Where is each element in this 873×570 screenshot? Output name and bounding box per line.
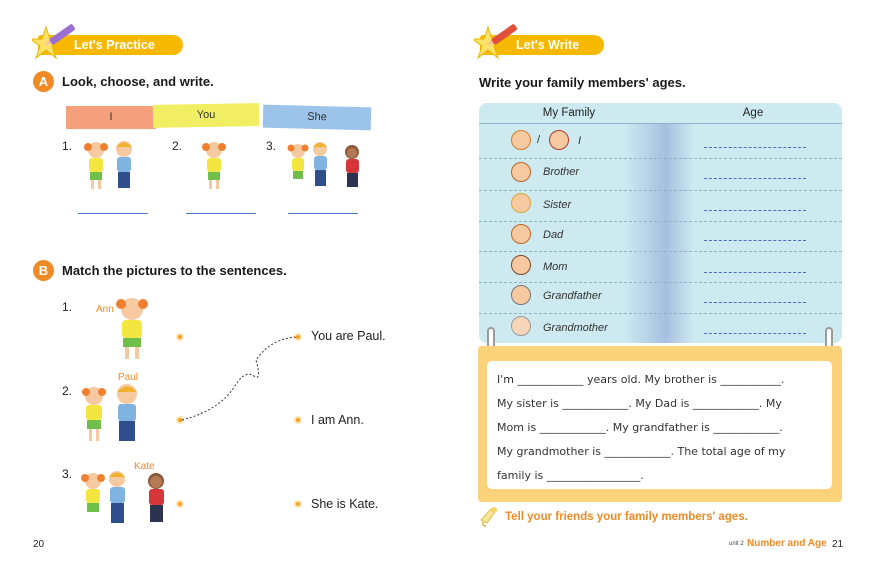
item-number: 3.: [266, 139, 277, 153]
writing-note: [478, 346, 842, 502]
banner-title: Let's Practice: [74, 38, 155, 52]
footer-title: Number and Age: [747, 538, 827, 549]
item-number: 2.: [62, 384, 73, 398]
writing-area[interactable]: [487, 361, 832, 489]
paragraph-line: My sister is ____________. My Dad is ____________. My: [497, 397, 782, 410]
answer-blank[interactable]: [186, 213, 256, 214]
age-blank[interactable]: [704, 210, 806, 211]
write-instruction: Write your family members' ages.: [479, 75, 686, 90]
match-dot-left[interactable]: [176, 500, 184, 508]
kids-illustration-1: [82, 138, 142, 193]
name-label-ann: Ann: [96, 304, 114, 315]
page-number-right: 21: [832, 539, 844, 550]
row-divider: [479, 282, 842, 283]
row-label-i: I: [578, 135, 582, 147]
answer-blank[interactable]: [288, 213, 358, 214]
face-separator: /: [537, 134, 541, 146]
item-number: 3.: [62, 467, 73, 481]
tip-text: Tell your friends your family members' ages.: [505, 511, 748, 523]
row-label-brother: Brother: [543, 166, 580, 178]
section-b-badge: B: [33, 260, 54, 281]
match-dot-right[interactable]: [294, 500, 302, 508]
item-number: 1.: [62, 139, 73, 153]
row-label-dad: Dad: [543, 229, 564, 241]
item-number: 1.: [62, 300, 73, 314]
brother-face-icon: [511, 162, 531, 182]
tab-she: She: [263, 105, 372, 131]
item-number: 2.: [172, 139, 183, 153]
ann-paul-illustration: [80, 380, 146, 446]
footer-unit: unit 2: [729, 541, 744, 547]
girl-face-icon: [549, 130, 569, 150]
dad-face-icon: [511, 224, 531, 244]
age-blank[interactable]: [704, 147, 806, 148]
row-divider: [479, 313, 842, 314]
age-blank[interactable]: [704, 178, 806, 179]
name-label-kate: Kate: [134, 461, 155, 472]
sentence-you-are-paul: You are Paul.: [311, 329, 386, 343]
book-spine: [624, 123, 694, 343]
header-age: Age: [742, 107, 764, 119]
section-a-badge: A: [33, 71, 54, 92]
ann-paul-kate-illustration: [80, 467, 174, 529]
lets-practice-banner: [38, 35, 183, 55]
page-number-left: 20: [33, 539, 45, 550]
row-divider: [479, 221, 842, 222]
sentence-i-am-ann: I am Ann.: [311, 413, 364, 427]
grandfather-face-icon: [511, 285, 531, 305]
ann-illustration: [112, 293, 152, 361]
family-age-table: [479, 103, 842, 343]
age-blank[interactable]: [704, 272, 806, 273]
kids-illustration-2: [200, 138, 230, 193]
row-label-grandfather: Grandfather: [543, 290, 602, 302]
star-pencil-icon: [32, 19, 80, 63]
row-label-mom: Mom: [543, 261, 568, 273]
row-divider: [479, 158, 842, 159]
section-a-instruction: Look, choose, and write.: [62, 74, 214, 89]
boy-face-icon: [511, 130, 531, 150]
paragraph-line: family is _________________.: [497, 469, 644, 482]
row-label-grandmother: Grandmother: [543, 322, 608, 334]
tab-you: You: [153, 103, 259, 128]
age-blank[interactable]: [704, 302, 806, 303]
row-label-sister: Sister: [543, 199, 572, 211]
age-blank[interactable]: [704, 333, 806, 334]
kids-illustration-3: [286, 138, 368, 193]
tab-i: I: [66, 106, 156, 129]
header-my-family: My Family: [542, 107, 596, 119]
answer-blank[interactable]: [78, 213, 148, 214]
name-label-paul: Paul: [118, 372, 139, 383]
sister-face-icon: [511, 193, 531, 213]
row-divider: [479, 190, 842, 191]
match-line-example: [176, 332, 301, 424]
grandmother-face-icon: [511, 316, 531, 336]
row-divider: [479, 251, 842, 252]
paragraph-line: Mom is ____________. My grandfather is ____________.: [497, 421, 783, 434]
paragraph-line: My grandmother is ____________. The total age of my: [497, 445, 786, 458]
speaker-icon: [479, 506, 503, 528]
age-blank[interactable]: [704, 240, 806, 241]
header-divider: [479, 123, 842, 124]
paragraph-line: I'm ____________ years old. My brother is ___________.: [497, 373, 785, 386]
mom-face-icon: [511, 255, 531, 275]
star-pencil-icon: [474, 19, 522, 63]
sentence-she-is-kate: She is Kate.: [311, 497, 379, 511]
section-b-instruction: Match the pictures to the sentences.: [62, 263, 287, 278]
banner-title: Let's Write: [516, 38, 580, 52]
lets-write-banner: [480, 35, 604, 55]
